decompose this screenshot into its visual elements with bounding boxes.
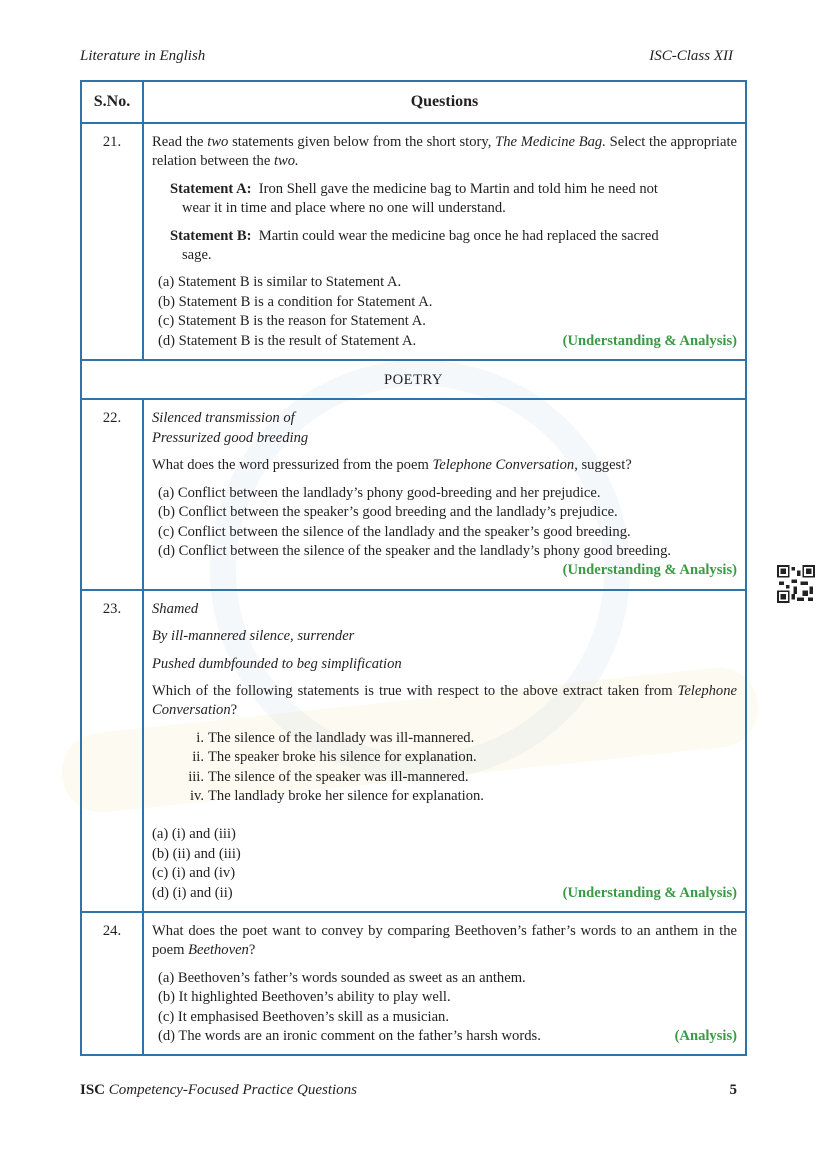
option-c: (c) Statement B is the reason for Statement A.: [158, 313, 426, 330]
header-subject: Literature in English: [80, 48, 206, 64]
skill-tag: (Understanding & Analysis): [562, 562, 737, 579]
question-text: Read the two statements given below from the short story, The Medicine Bag. Select the appropriate relation between the two.: [152, 134, 737, 170]
skill-tag: (Understanding & Analysis): [562, 332, 737, 349]
table-header-row: [81, 81, 746, 123]
statement-item: i. The silence of the landlady was ill-mannered.: [196, 729, 475, 746]
skill-tag: (Analysis): [674, 1028, 737, 1045]
option-d: (d) Conflict between the silence of the speaker and the landlady’s phony good breeding.: [158, 542, 672, 559]
statement-item: iv. The landlady broke her silence for explanation.: [189, 787, 484, 804]
option-a: (a) Conflict between the landlady’s phony good-breeding and her prejudice.: [158, 484, 601, 501]
option-d: (d) (i) and (ii) (Understanding & Analysis): [152, 884, 737, 903]
question-text: What does the poet want to convey by comparing Beethoven’s father’s words to an anthem in the poem Beethoven?: [152, 923, 737, 959]
statement-item: iii. The silence of the speaker was ill-mannered.: [188, 768, 469, 785]
question-content: [143, 590, 746, 912]
question-content: [143, 912, 746, 1055]
question-number: 22.: [81, 399, 143, 589]
question-row-24: [81, 912, 746, 1055]
question-row-22: [81, 399, 746, 589]
question-text: Which of the following statements is true with respect to the above extract taken from Telephone Conversation?: [152, 682, 737, 719]
col-questions-header: Questions: [143, 81, 746, 123]
section-title: POETRY: [81, 360, 746, 399]
question-text: What does the word pressurized from the poem Telephone Conversation, suggest?: [152, 457, 632, 474]
extract-line: Silenced transmission of: [152, 410, 295, 427]
option-c: (c) Conflict between the silence of the landlady and the speaker’s good breeding.: [158, 523, 631, 540]
question-content: [143, 399, 746, 589]
col-sno-header: S.No.: [81, 81, 143, 123]
question-row-21: [81, 123, 746, 360]
statement-a: Statement A: Iron Shell gave the medicine bag to Martin and told him he need not wear it in time and place where no one will understand.: [170, 180, 658, 217]
question-row-23: [81, 590, 746, 912]
options-list: [152, 969, 737, 1047]
question-number: 24.: [81, 912, 143, 1055]
page-number: 5: [729, 1082, 737, 1098]
question-number: 21.: [81, 123, 143, 360]
option-b: (b) (ii) and (iii): [152, 845, 241, 862]
extract-line: By ill-mannered silence, surrender: [152, 628, 355, 645]
section-row: [81, 360, 746, 399]
option-b: (b) It highlighted Beethoven’s ability to play well.: [158, 989, 451, 1006]
skill-tag: (Understanding & Analysis): [562, 884, 737, 901]
extract-line: Shamed: [152, 600, 199, 617]
options-list: [152, 273, 737, 351]
footer-title: ISC Competency-Focused Practice Questions: [80, 1082, 358, 1098]
statement-list: [152, 729, 737, 807]
option-a: (a) Beethoven’s father’s words sounded as sweet as an anthem.: [158, 969, 526, 986]
option-a: (a) (i) and (iii): [152, 826, 236, 843]
option-b: (b) Conflict between the speaker’s good breeding and the landlady’s prejudice.: [158, 504, 618, 521]
question-content: [143, 123, 746, 360]
option-b: (b) Statement B is a condition for Statement A.: [158, 293, 433, 310]
statement-b: Statement B: Martin could wear the medicine bag once he had replaced the sacred sage.: [170, 227, 659, 264]
extract-line: Pressurized good breeding: [152, 429, 309, 446]
option-c: (c) (i) and (iv): [152, 865, 236, 882]
option-c: (c) It emphasised Beethoven’s skill as a musician.: [158, 1008, 449, 1025]
option-a: (a) Statement B is similar to Statement A.: [158, 274, 402, 291]
options-list: [152, 484, 737, 581]
qr-code-icon[interactable]: [777, 565, 815, 603]
statement-item: ii. The speaker broke his silence for explanation.: [192, 749, 477, 766]
extract-line: Pushed dumbfounded to beg simplification: [152, 655, 402, 672]
options-list: [152, 825, 737, 903]
option-d: (d) The words are an ironic comment on the father’s harsh words. (Analysis): [158, 1027, 737, 1046]
option-d: (d) Statement B is the result of Statement A. (Understanding & Analysis): [158, 332, 737, 351]
header-class: ISC-Class XII: [649, 48, 733, 64]
questions-table: [80, 80, 747, 1056]
question-number: 23.: [81, 590, 143, 912]
